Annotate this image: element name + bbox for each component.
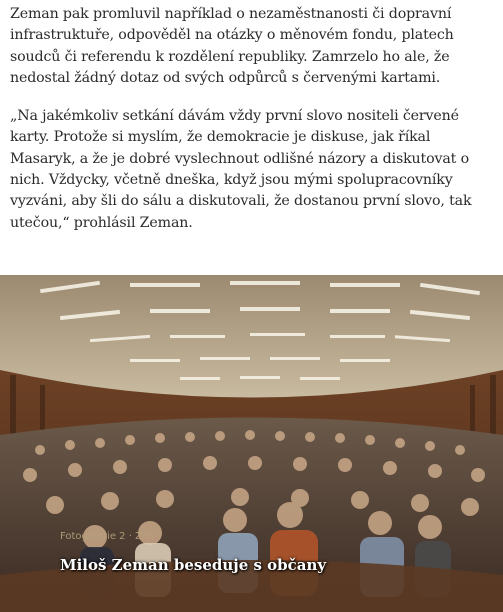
photo-credit: Fotogalerie 2 · Zlín: [60, 531, 154, 542]
article-paragraph: Zeman pak promluvil například o nezaměstnanosti či dopravní infrastruktuře, odpověděl na otázky o měnovém fondu, platech soudců či referendu k rozdělení republiky. Zamrzelo ho ale, že nedostal žádný dotaz od svých odpůrců s červenými kartami.: [10, 6, 454, 86]
article-quote-paragraph: „Na jakémkoliv setkání dávám vždy první slovo nositeli červené karty. Protože si myslím, že demokracie je diskuse, jak říkal Masaryk, a že je dobré vyslechnout odlišné názory a diskutovat o nich. Vždycky, včetně dneška, když jsou mými spolupracovníky vyzváni, aby šli do sálu a diskutovali, že dostanou první slovo, tak utečou,“ prohlásil Zeman.: [10, 108, 472, 231]
article-body: [10, 4, 496, 234]
photo-caption: Miloš Zeman beseduje s občany: [60, 556, 327, 574]
